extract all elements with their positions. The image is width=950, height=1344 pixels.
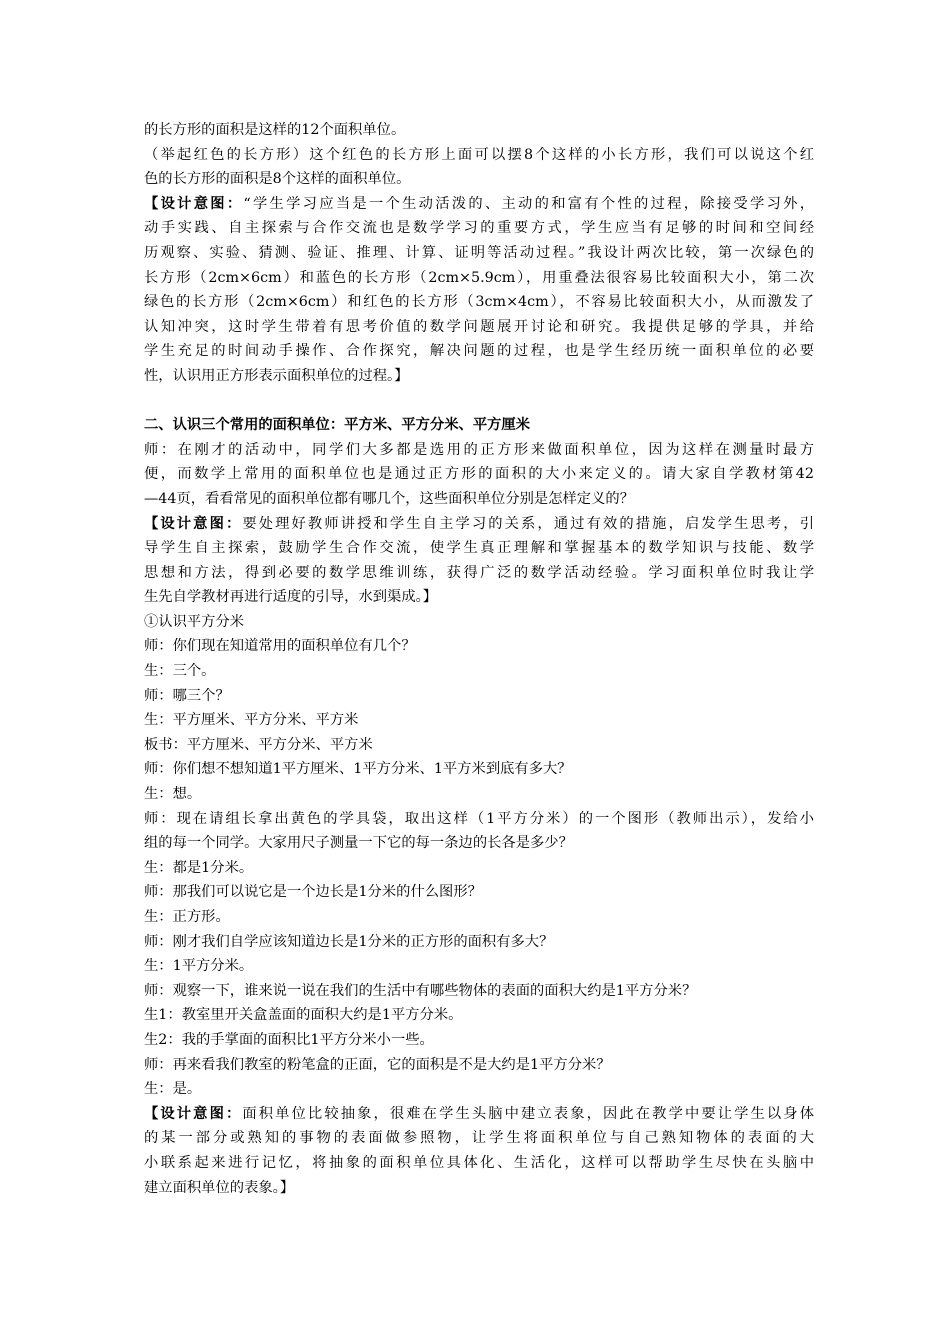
- dialog-line: 师：你们想不想知道1平方厘米、1平方分米、1平方米到底有多大？: [144, 761, 572, 778]
- text-line: 生先自学教材再进行适度的引导，水到渠成。】: [144, 589, 438, 606]
- dialog-line: 生：想。: [144, 786, 202, 803]
- text-line: 思想和方法，得到必要的数学思维训练，获得广泛的数学活动经验。学习面积单位时我让学: [144, 564, 814, 581]
- text-line: —44页，看看常见的面积单位都有哪几个，这些面积单位分别是怎样定义的？: [144, 490, 634, 507]
- design-intent-line: [144, 512, 814, 537]
- text-line: 的长方形的面积是这样的12个面积单位。: [144, 122, 406, 138]
- text-line: 历观察、实验、猜测、验证、推理、计算、证明等活动过程。”我设计两次比较，第一次绿色的: [144, 244, 814, 261]
- text-line: 的某一部分或熟知的事物的表面做参照物，让学生将面积单位与自己熟知物体的表面的大: [144, 1130, 814, 1147]
- blank-line: [144, 389, 814, 414]
- text-line: 色的长方形的面积是8个这样的面积单位。: [144, 171, 411, 188]
- design-intent-label: 【设计意图：: [144, 1105, 243, 1122]
- text-line: 小联系起来进行记忆，将抽象的面积单位具体化、生活化，这样可以帮助学生尽快在头脑中: [144, 1154, 814, 1171]
- dialog-line: 师：刚才我们自学应该知道边长是1分米的正方形的面积有多大？: [144, 933, 554, 950]
- text-line: 师：在刚才的活动中，同学们大多都是选用的正方形来做面积单位，因为这样在测量时最方: [144, 441, 814, 458]
- text-line: 导学生自主探索，鼓励学生合作交流，使学生真正理解和掌握基本的数学知识与技能、数学: [144, 540, 814, 557]
- dialog-line: 生：三个。: [144, 663, 216, 680]
- design-intent-text: 要处理好教师讲授和学生自主学习的关系，通过有效的措施，启发学生思考，引: [242, 515, 814, 532]
- dialog-line: 生：都是1分米。: [144, 859, 254, 876]
- text-line: 长方形（2cm×6cm）和蓝色的长方形（2cm×5.9cm），用重叠法很容易比较面积大小，第二次: [144, 269, 814, 286]
- text-line: 性，认识用正方形表示面积单位的过程。】: [144, 367, 409, 384]
- dialog-line: 生：正方形。: [144, 909, 230, 925]
- design-intent-text: “学生学习应当是一个生动活泼的、主动的和富有个性的过程，除接受学习外，: [243, 195, 814, 212]
- dialog-line: 师：再来看我们教室的粉笔盒的正面，它的面积是不是大约是1平方分米？: [144, 1056, 611, 1073]
- dialog-line: 生1：教室里开关盒盖面的面积大约是1平方分米。: [144, 1007, 463, 1024]
- dialog-line: 组的每一个同学。大家用尺子测量一下它的每一条边的长各是多少？: [144, 835, 573, 852]
- document-page: [144, 118, 814, 1200]
- design-intent-line: [144, 1102, 814, 1127]
- text-line: （举起红色的长方形）这个红色的长方形上面可以摆8个这样的小长方形，我们可以说这个红: [144, 146, 814, 163]
- dialog-line: 生2：我的手掌面的面积比1平方分米小一些。: [144, 1031, 434, 1048]
- text-line: 动手实践、自主探索与合作交流也是数学学习的重要方式，学生应当有足够的时间和空间经: [144, 220, 814, 237]
- dialog-line: 板书：平方厘米、平方分米、平方米: [144, 736, 373, 753]
- design-intent-text: 面积单位比较抽象，很难在学生头脑中建立表象，因此在教学中要让学生以身体: [242, 1105, 814, 1122]
- dialog-line: 师：哪三个？: [144, 687, 230, 704]
- design-intent-line: [144, 192, 814, 217]
- section-heading: 二、认识三个常用的面积单位：平方米、平方分米、平方厘米: [144, 417, 531, 434]
- dialog-line: 师：那我们可以说它是一个边长是1分米的什么图形？: [144, 884, 482, 901]
- subsection-title: ①认识平方分米: [144, 613, 245, 630]
- text-line: 便，而数学上常用的面积单位也是通过正方形的面积的大小来定义的。请大家自学教材第42: [144, 466, 814, 483]
- text-line: 认知冲突，这时学生带着有思考价值的数学问题展开讨论和研究。我提供足够的学具，并给: [144, 318, 814, 335]
- dialog-line: 师：观察一下，谁来说一说在我们的生活中有哪些物体的表面的面积大约是1平方分米？: [144, 982, 697, 999]
- dialog-line: 师：你们现在知道常用的面积单位有几个？: [144, 638, 416, 655]
- dialog-line: 师：现在请组长拿出黄色的学具袋，取出这样（1平方分米）的一个图形（教师出示），发给小: [144, 810, 814, 827]
- dialog-line: 生：1平方分米。: [144, 958, 254, 975]
- dialog-line: 生：是。: [144, 1081, 202, 1098]
- design-intent-label: 【设计意图：: [144, 515, 243, 532]
- text-line: 建立面积单位的表象。】: [144, 1179, 295, 1196]
- design-intent-label: 【设计意图：: [144, 195, 244, 212]
- text-line: 学生充足的时间动手操作、合作探究，解决问题的过程，也是学生经历统一面积单位的必要: [144, 343, 814, 360]
- dialog-line: 生：平方厘米、平方分米、平方米: [144, 712, 359, 729]
- text-line: 绿色的长方形（2cm×6cm）和红色的长方形（3cm×4cm），不容易比较面积大小，从而激发了: [144, 294, 814, 311]
